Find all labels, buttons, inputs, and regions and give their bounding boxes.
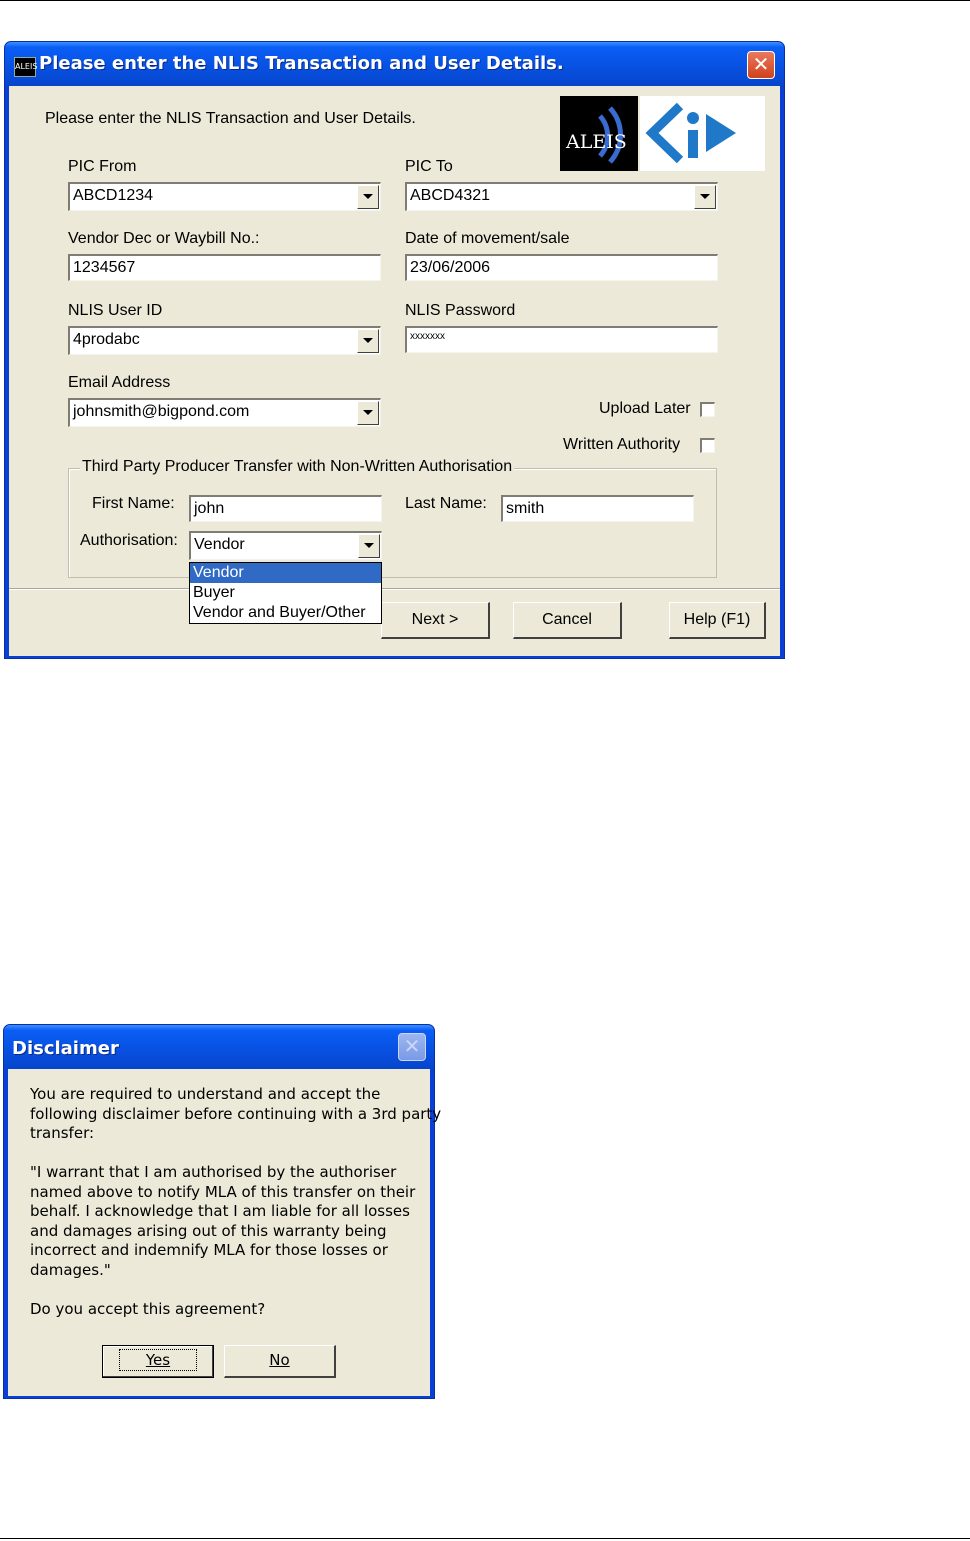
- nlis-user-id-dropdown-button[interactable]: [357, 329, 379, 353]
- dialog-client: [9, 86, 780, 656]
- disclaimer-warranty-line: incorrect and indemnify MLA for those losses or: [30, 1241, 388, 1259]
- disclaimer-warranty-line: damages.": [30, 1260, 111, 1279]
- email-value: johnsmith@bigpond.com: [73, 403, 250, 420]
- nlis-user-id-combo[interactable]: [68, 326, 381, 355]
- email-label: Email Address: [68, 374, 171, 391]
- pic-from-value: ABCD1234: [73, 187, 154, 204]
- logo-left-text: ALEIS: [566, 131, 627, 153]
- date-movement-label: Date of movement/sale: [405, 230, 570, 247]
- disclaimer-title-bar[interactable]: [4, 1025, 434, 1069]
- last-name-input[interactable]: smith: [501, 495, 694, 522]
- disclaimer-warranty-line: named above to notify MLA of this transfer on their: [30, 1182, 416, 1201]
- bottom-rule: [0, 1538, 970, 1539]
- upload-later-label: Upload Later: [599, 400, 691, 417]
- disclaimer-intro-line: transfer:: [30, 1124, 95, 1142]
- disclaimer-close-button: ✕: [398, 1033, 426, 1061]
- nlis-password-label: NLIS Password: [405, 302, 516, 319]
- chevron-down-icon: [364, 543, 374, 548]
- yes-button[interactable]: [102, 1345, 214, 1378]
- logo-right-text: iD: [700, 165, 703, 167]
- first-name-input[interactable]: john: [189, 495, 382, 522]
- third-party-groupbox: [68, 468, 717, 578]
- chevron-down-icon: [363, 194, 373, 199]
- disclaimer-title: Disclaimer: [12, 1038, 119, 1059]
- help-button[interactable]: Help (F1): [669, 602, 766, 639]
- separator: [9, 588, 780, 589]
- pic-to-combo[interactable]: [405, 182, 718, 211]
- pic-from-label: PIC From: [68, 158, 137, 175]
- window-title: Please enter the NLIS Transaction and User Details.: [39, 53, 564, 74]
- title-bar[interactable]: [5, 42, 784, 86]
- written-authority-label: Written Authority: [563, 436, 681, 453]
- disclaimer-warranty-line: "I warrant that I am authorised by the authoriser: [30, 1163, 397, 1181]
- nlis-password-input[interactable]: xxxxxxx: [405, 326, 718, 353]
- disclaimer-intro-line: following disclaimer before continuing with a 3rd party: [30, 1104, 442, 1123]
- authorisation-dropdown-list: [189, 562, 382, 624]
- email-dropdown-button[interactable]: [357, 401, 379, 425]
- pic-to-value: ABCD4321: [410, 187, 491, 204]
- disclaimer-warranty-line: and damages arising out of this warranty being: [30, 1221, 387, 1240]
- no-button-label: No: [269, 1351, 290, 1369]
- written-authority-checkbox[interactable]: [700, 438, 715, 453]
- disclaimer-warranty-line: behalf. I acknowledge that I am liable for all losses: [30, 1202, 410, 1220]
- cancel-button[interactable]: Cancel: [513, 602, 622, 639]
- authorisation-option[interactable]: Vendor and Buyer/Other: [193, 604, 366, 621]
- first-name-label: First Name:: [92, 495, 175, 512]
- disclaimer-dialog: [3, 1024, 442, 1399]
- chevron-down-icon: [700, 194, 710, 199]
- nlis-user-id-value: 4prodabc: [73, 331, 140, 348]
- last-name-label: Last Name:: [405, 495, 487, 512]
- vendor-dec-label: Vendor Dec or Waybill No.:: [68, 230, 260, 247]
- disclaimer-client: [8, 1069, 442, 1396]
- top-rule: [0, 0, 970, 1]
- pic-to-dropdown-button[interactable]: [694, 185, 716, 209]
- email-combo[interactable]: [68, 398, 381, 427]
- yes-button-label: Yes: [119, 1349, 197, 1371]
- authorisation-option[interactable]: Buyer: [193, 584, 235, 601]
- no-button[interactable]: [224, 1345, 336, 1378]
- authorisation-label: Authorisation:: [80, 532, 178, 549]
- upload-later-checkbox[interactable]: [700, 402, 715, 417]
- third-party-legend: Third Party Producer Transfer with Non-Written Authorisation: [82, 458, 513, 475]
- authorisation-dropdown-button[interactable]: [358, 534, 380, 558]
- vendor-dec-input[interactable]: 1234567: [68, 254, 381, 281]
- pic-from-combo[interactable]: [68, 182, 381, 211]
- disclaimer-intro-line: You are required to understand and accept the: [30, 1085, 381, 1103]
- nlis-user-id-label: NLIS User ID: [68, 302, 163, 319]
- aleis-id-logo: [560, 96, 765, 171]
- close-button[interactable]: ✕: [747, 51, 775, 79]
- disclaimer-question: Do you accept this agreement?: [30, 1300, 266, 1318]
- authorisation-option[interactable]: Vendor: [190, 563, 381, 583]
- date-movement-input[interactable]: 23/06/2006: [405, 254, 718, 281]
- pic-from-dropdown-button[interactable]: [357, 185, 379, 209]
- chevron-down-icon: [363, 410, 373, 415]
- app-icon: ALEIS: [14, 57, 36, 77]
- pic-to-label: PIC To: [405, 158, 453, 175]
- authorisation-value: Vendor: [194, 536, 245, 553]
- next-button[interactable]: Next >: [381, 602, 490, 639]
- authorisation-combo[interactable]: [189, 531, 382, 560]
- chevron-down-icon: [363, 338, 373, 343]
- instruction-text: Please enter the NLIS Transaction and User Details.: [45, 110, 416, 127]
- nlis-details-dialog: [4, 41, 785, 659]
